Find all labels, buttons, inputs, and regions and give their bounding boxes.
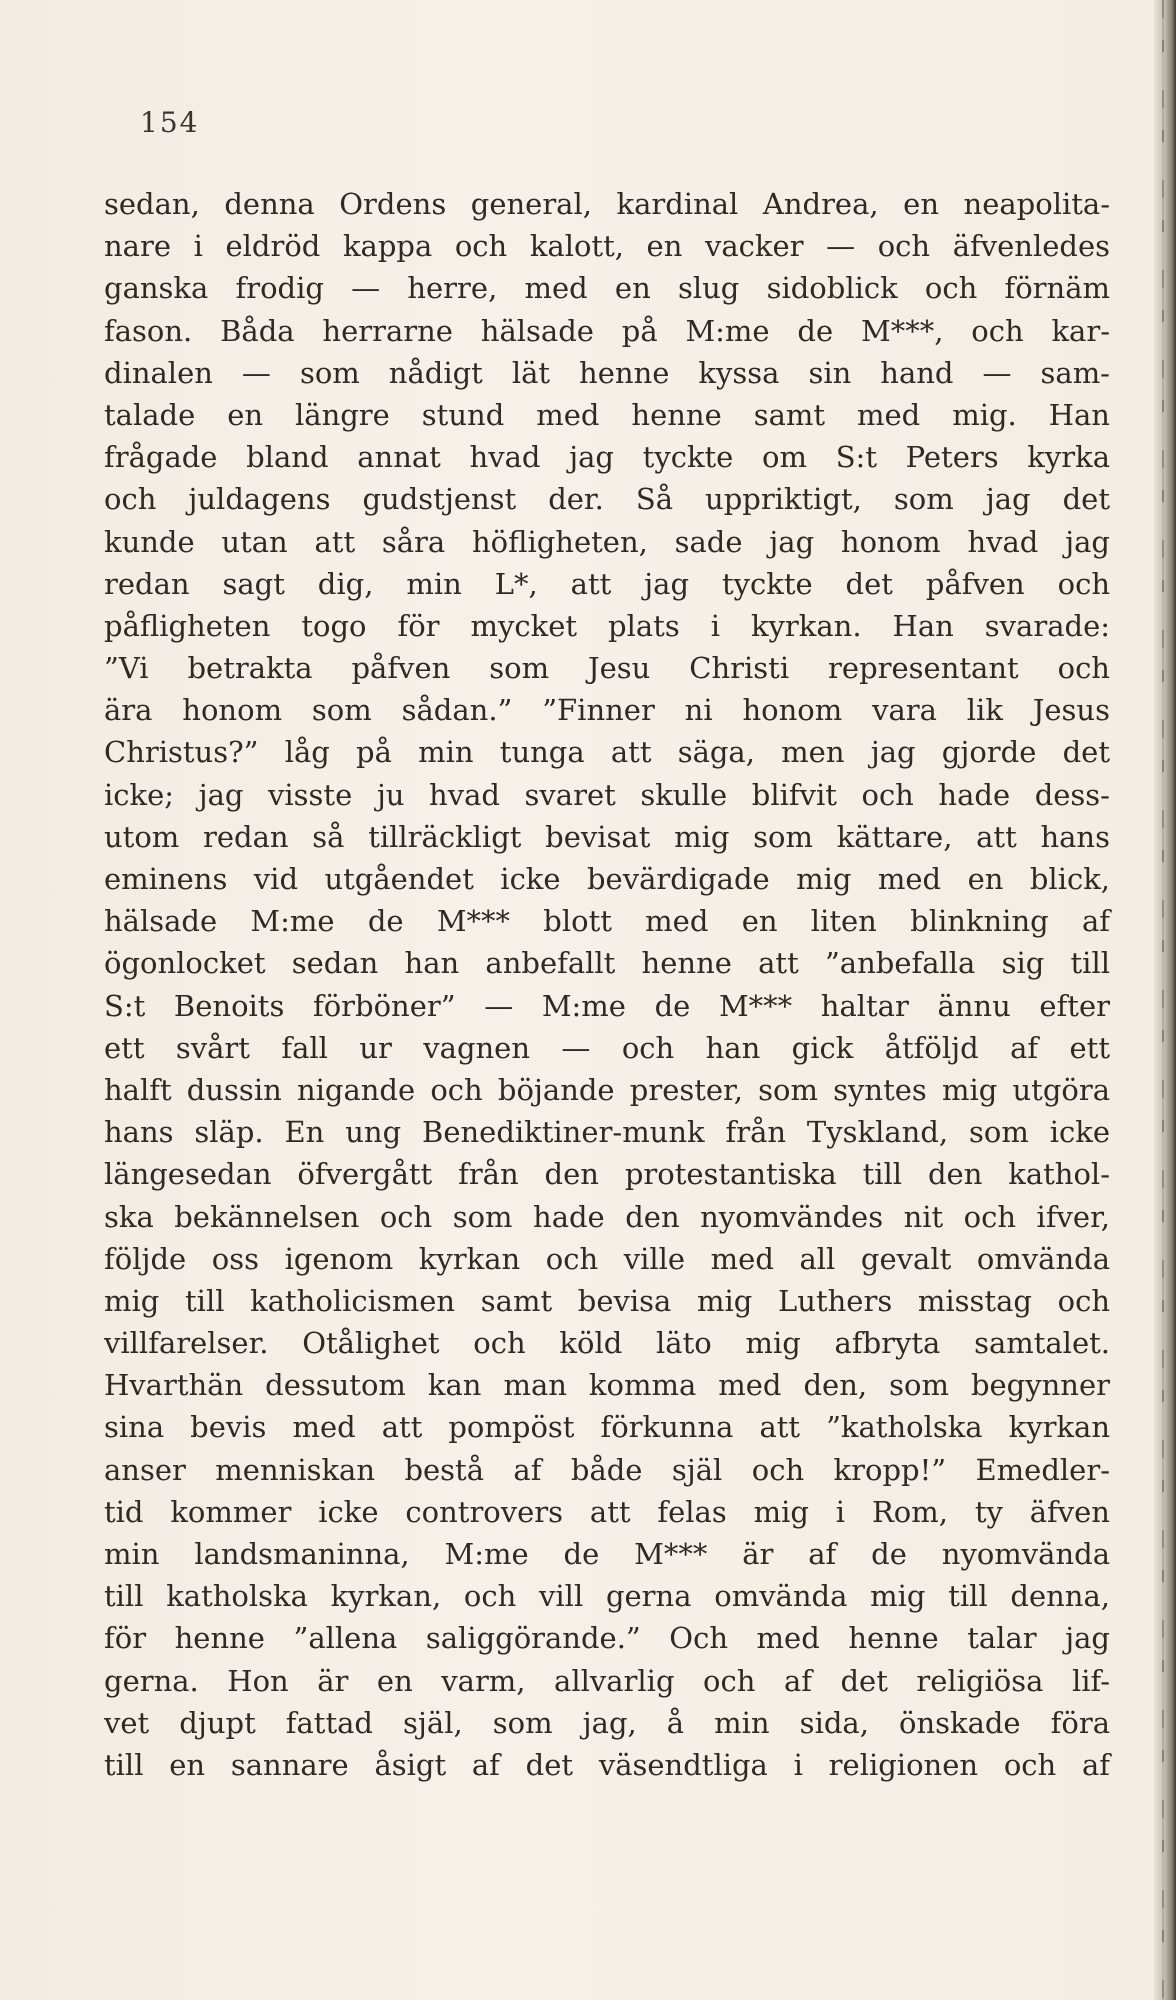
text-line: ska bekännelsen och som hade den nyomvändes nit och ifver, xyxy=(104,1199,1110,1234)
text-line: villfarelser. Otålighet och köld läto mig afbryta samtalet. xyxy=(104,1326,1110,1361)
text-line: mig till katholicismen samt bevisa mig Luthers misstag och xyxy=(104,1283,1110,1318)
text-line: nare i eldröd kappa och kalott, en vacker — och äfvenledes xyxy=(104,229,1110,264)
text-line: och juldagens gudstjenst der. Så uppriktigt, som jag det xyxy=(104,482,1110,517)
text-line: talade en längre stund med henne samt med mig. Han xyxy=(104,397,1110,432)
body-text xyxy=(104,183,1110,1786)
text-line: för henne ”allena saliggörande.” Och med henne talar jag xyxy=(104,1621,1110,1656)
text-line: längesedan öfvergått från den protestantiska till den kathol- xyxy=(104,1157,1110,1192)
text-line: sina bevis med att pompöst förkunna att ”katholska kyrkan xyxy=(104,1410,1110,1445)
text-line: ganska frodig — herre, med en slug sidoblick och förnäm xyxy=(104,271,1110,306)
text-line: följde oss igenom kyrkan och ville med all gevalt omvända xyxy=(104,1241,1110,1276)
text-line: redan sagt dig, min L*, att jag tyckte det påfven och xyxy=(104,566,1110,601)
text-line: Christus?” låg på min tunga att säga, men jag gjorde det xyxy=(104,735,1110,770)
text-line: till katholska kyrkan, och vill gerna omvända mig till denna, xyxy=(104,1579,1110,1614)
text-line: min landsmaninna, M:me de M*** är af de nyomvända xyxy=(104,1537,1110,1571)
text-line: ära honom som sådan.” ”Finner ni honom vara lik Jesus xyxy=(104,693,1110,728)
text-line: icke; jag visste ju hvad svaret skulle blifvit och hade dess- xyxy=(104,777,1110,812)
text-line: dinalen — som nådigt lät henne kyssa sin hand — sam- xyxy=(104,355,1110,390)
text-line: till en sannare åsigt af det väsendtliga i religionen och af xyxy=(104,1747,1110,1782)
text-line: fason. Båda herrarne hälsade på M:me de M***, och kar- xyxy=(104,313,1110,348)
text-line: hälsade M:me de M*** blott med en liten blinkning af xyxy=(104,904,1110,939)
text-line: ”Vi betrakta påfven som Jesu Christi representant och xyxy=(104,651,1110,686)
text-line: halft dussin nigande och böjande prester, som syntes mig utgöra xyxy=(104,1072,1110,1107)
text-line: tid kommer icke controvers att felas mig i Rom, ty äfven xyxy=(104,1494,1110,1529)
text-line: anser menniskan bestå af både själ och kropp!” Emedler- xyxy=(104,1452,1110,1487)
text-line: ett svårt fall ur vagnen — och han gick åtföljd af ett xyxy=(104,1030,1110,1065)
text-line: kunde utan att såra höfligheten, sade jag honom hvad jag xyxy=(104,524,1110,559)
text-line: vet djupt fattad själ, som jag, å min sida, önskade föra xyxy=(104,1705,1110,1740)
text-line: S:t Benoits förböner” — M:me de M*** haltar ännu efter xyxy=(104,988,1110,1023)
text-line: frågade bland annat hvad jag tyckte om S:t Peters kyrka xyxy=(104,440,1110,475)
page-number: 154 xyxy=(140,106,200,139)
text-line: utom redan så tillräckligt bevisat mig som kättare, att hans xyxy=(104,819,1110,854)
text-line: eminens vid utgåendet icke bevärdigade mig med en blick, xyxy=(104,862,1110,896)
text-line: ögonlocket sedan han anbefallt henne att ”anbefalla sig till xyxy=(104,946,1110,981)
text-line: Hvarthän dessutom kan man komma med den, som begynner xyxy=(104,1368,1110,1403)
text-line: gerna. Hon är en varm, allvarlig och af det religiösa lif- xyxy=(104,1663,1110,1698)
text-line: påfligheten togo för mycket plats i kyrkan. Han svarade: xyxy=(104,608,1110,643)
book-binding-edge xyxy=(1154,0,1176,2000)
text-line: hans släp. En ung Benediktiner-munk från Tyskland, som icke xyxy=(104,1115,1110,1150)
text-line: sedan, denna Ordens general, kardinal Andrea, en neapolita- xyxy=(104,187,1110,221)
